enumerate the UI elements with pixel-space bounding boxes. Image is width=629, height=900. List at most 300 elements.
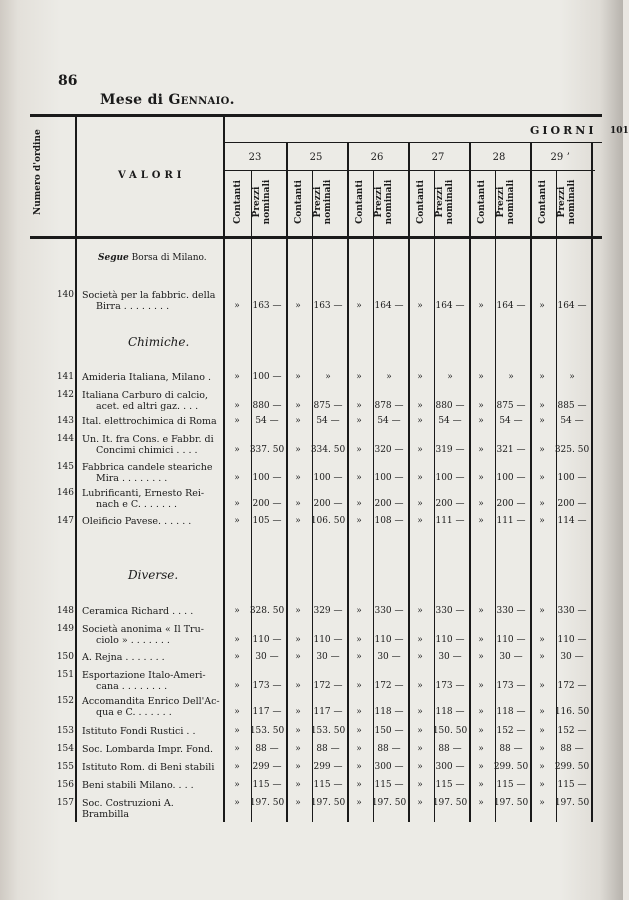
cash-mark: » xyxy=(478,707,484,717)
row-name xyxy=(82,780,222,791)
cash-mark: » xyxy=(478,499,484,509)
nominal-price: 115 — xyxy=(313,780,343,790)
cash-mark: » xyxy=(478,473,484,483)
cash-mark: » xyxy=(417,499,423,509)
nominal-price: » xyxy=(569,372,575,382)
cash-subheader: Contanti xyxy=(294,180,304,224)
cash-mark: » xyxy=(417,762,423,772)
row-name xyxy=(82,726,222,737)
cash-divider xyxy=(434,170,435,822)
days-label: GIORNI xyxy=(530,124,597,137)
nominal-price: » xyxy=(386,372,392,382)
nominal-price: 54 — xyxy=(316,416,340,426)
row-name-line: Oleificio Pavese. . . . . . xyxy=(82,516,192,527)
row-number: 155 xyxy=(56,762,74,772)
cash-mark: » xyxy=(478,606,484,616)
cash-mark: » xyxy=(356,652,362,662)
cash-mark: » xyxy=(356,635,362,645)
row-number: 144 xyxy=(56,434,74,444)
section-diverse: Diverse. xyxy=(128,568,179,582)
row-name xyxy=(82,488,222,510)
day-header: 23 xyxy=(248,152,262,163)
cash-mark: » xyxy=(295,780,301,790)
cash-mark: » xyxy=(234,516,240,526)
cash-mark: » xyxy=(539,499,545,509)
row-name-line: Ital. elettrochimica di Roma xyxy=(82,416,217,427)
nominal-price: 164 — xyxy=(374,301,404,311)
row-number: 154 xyxy=(56,744,74,754)
nominal-price: 118 — xyxy=(435,707,465,717)
cash-subheader: Contanti xyxy=(416,180,426,224)
cash-mark: » xyxy=(234,780,240,790)
cash-mark: » xyxy=(356,416,362,426)
cash-mark: » xyxy=(295,762,301,772)
nominal-price: 329 — xyxy=(313,606,343,616)
nominal-price: 108 — xyxy=(374,516,404,526)
row-name xyxy=(82,416,222,427)
cash-mark: » xyxy=(417,726,423,736)
nominal-subheader: Prezzi nominali xyxy=(435,179,455,225)
cash-mark: » xyxy=(417,516,423,526)
row-name-line: Beni stabili Milano. . . . xyxy=(82,780,194,791)
nominal-price: 88 — xyxy=(560,744,584,754)
day-header: 29 ʼ xyxy=(550,152,570,163)
cash-mark: » xyxy=(417,445,423,455)
cash-divider xyxy=(373,170,374,822)
cash-mark: » xyxy=(356,516,362,526)
cash-mark: » xyxy=(478,372,484,382)
row-name-line: acet. ed altri gaz. . . . xyxy=(96,401,199,412)
cash-mark: » xyxy=(356,606,362,616)
cash-mark: » xyxy=(234,401,240,411)
nominal-price: 875 — xyxy=(496,401,526,411)
nominal-price: 88 — xyxy=(316,744,340,754)
cash-mark: » xyxy=(295,798,301,808)
row-number: 145 xyxy=(56,462,74,472)
cash-mark: » xyxy=(234,372,240,382)
nominal-price: 115 — xyxy=(496,780,526,790)
cash-mark: » xyxy=(478,301,484,311)
cash-mark: » xyxy=(478,401,484,411)
cash-mark: » xyxy=(295,499,301,509)
row-number: 152 xyxy=(56,696,74,706)
nominal-price: 200 — xyxy=(557,499,587,509)
cash-mark: » xyxy=(539,516,545,526)
row-number: 149 xyxy=(56,624,74,634)
row-name-line: qua e C. . . . . . . xyxy=(96,707,172,718)
row-name-line: Lubrificanti, Ernesto Rei- xyxy=(82,488,205,499)
nominal-price: 197. 50 xyxy=(249,798,285,808)
cash-mark: » xyxy=(478,762,484,772)
cash-mark: » xyxy=(417,473,423,483)
row-number: 146 xyxy=(56,488,74,498)
nominal-price: 299 — xyxy=(252,762,282,772)
cash-mark: » xyxy=(295,401,301,411)
cash-mark: » xyxy=(295,516,301,526)
cash-mark: » xyxy=(417,416,423,426)
cash-mark: » xyxy=(478,726,484,736)
cash-mark: » xyxy=(356,445,362,455)
cash-mark: » xyxy=(539,445,545,455)
day-header: 27 xyxy=(431,152,445,163)
cash-mark: » xyxy=(295,744,301,754)
row-name-line: Un. It. fra Cons. e Fabbr. di xyxy=(82,434,214,445)
nominal-price: 110 — xyxy=(435,635,465,645)
row-name-line: A. Rejna . . . . . . . xyxy=(82,652,165,663)
nominal-price: 100 — xyxy=(496,473,526,483)
row-name-line: Ceramica Richard . . . . xyxy=(82,606,194,617)
row-number: 150 xyxy=(56,652,74,662)
nominal-price: 325. 50 xyxy=(554,445,590,455)
row-name xyxy=(82,290,222,312)
row-name-line: Istituto Fondi Rustici . . xyxy=(82,726,196,737)
row-name-line: Esportazione Italo-Ameri- xyxy=(82,670,206,681)
nominal-price: 153. 50 xyxy=(249,726,285,736)
nominal-price: 173 — xyxy=(496,681,526,691)
cash-mark: » xyxy=(539,606,545,616)
nominal-price: 880 — xyxy=(435,401,465,411)
cash-mark: » xyxy=(295,652,301,662)
top-rule xyxy=(30,114,602,117)
nominal-price: 115 — xyxy=(557,780,587,790)
nominal-price: 54 — xyxy=(438,416,462,426)
nominal-price: 30 — xyxy=(255,652,279,662)
cash-mark: » xyxy=(417,401,423,411)
row-name-line: Mira . . . . . . . . xyxy=(96,473,168,484)
nominal-price: 330 — xyxy=(557,606,587,616)
nominal-price: 114 — xyxy=(557,516,587,526)
day-header: 26 xyxy=(370,152,384,163)
cash-mark: » xyxy=(478,780,484,790)
row-number: 156 xyxy=(56,780,74,790)
cash-mark: » xyxy=(295,473,301,483)
nominal-price: 88 — xyxy=(377,744,401,754)
cash-subheader: Contanti xyxy=(477,180,487,224)
nominal-price: 111 — xyxy=(496,516,526,526)
nominal-price: 88 — xyxy=(255,744,279,754)
nominal-price: 163 — xyxy=(313,301,343,311)
nominal-subheader: Prezzi nominali xyxy=(557,179,577,225)
nominal-price: 117 — xyxy=(313,707,343,717)
row-name xyxy=(82,434,222,456)
cash-divider xyxy=(556,170,557,822)
nominal-price: 173 — xyxy=(252,681,282,691)
row-name xyxy=(82,670,222,692)
nominal-price: 30 — xyxy=(316,652,340,662)
nominal-price: » xyxy=(508,372,514,382)
row-name xyxy=(82,696,222,718)
nominal-price: 30 — xyxy=(560,652,584,662)
nominal-price: 878 — xyxy=(374,401,404,411)
nominal-price: 152 — xyxy=(557,726,587,736)
nominal-price: 111 — xyxy=(435,516,465,526)
day-header: 28 xyxy=(492,152,506,163)
nominal-price: 150 — xyxy=(374,726,404,736)
nominal-price: 110 — xyxy=(496,635,526,645)
cash-divider xyxy=(251,170,252,822)
nominal-price: 100 — xyxy=(313,473,343,483)
nominal-price: 880 — xyxy=(252,401,282,411)
nominal-price: 172 — xyxy=(313,681,343,691)
title-prefix: Mese di xyxy=(100,92,164,108)
nominal-price: 299. 50 xyxy=(493,762,529,772)
cash-mark: » xyxy=(478,744,484,754)
cash-mark: » xyxy=(234,652,240,662)
cash-mark: » xyxy=(417,798,423,808)
row-number: 148 xyxy=(56,606,74,616)
row-name-line: Accomandita Enrico Dell'Ac- xyxy=(82,696,220,707)
row-name-line: Società anonima « Il Tru- xyxy=(82,624,204,635)
nominal-price: 200 — xyxy=(435,499,465,509)
row-number: 143 xyxy=(56,416,74,426)
nominal-price: 110 — xyxy=(313,635,343,645)
nominal-price: 88 — xyxy=(499,744,523,754)
cash-mark: » xyxy=(295,416,301,426)
nominal-price: 875 — xyxy=(313,401,343,411)
cash-mark: » xyxy=(234,726,240,736)
cash-mark: » xyxy=(356,499,362,509)
cash-mark: » xyxy=(539,372,545,382)
cash-mark: » xyxy=(478,798,484,808)
nominal-price: 172 — xyxy=(557,681,587,691)
cash-subheader: Contanti xyxy=(538,180,548,224)
days-rule xyxy=(225,142,602,143)
cash-divider xyxy=(312,170,313,822)
cash-mark: » xyxy=(417,780,423,790)
row-name-line: Concimi chimici . . . . xyxy=(96,445,198,456)
nominal-price: 110 — xyxy=(374,635,404,645)
cash-mark: » xyxy=(295,445,301,455)
cash-mark: » xyxy=(356,762,362,772)
nominal-price: 321 — xyxy=(496,445,526,455)
cash-mark: » xyxy=(295,301,301,311)
nominal-price: 330 — xyxy=(496,606,526,616)
nominal-price: 164 — xyxy=(435,301,465,311)
cash-mark: » xyxy=(295,635,301,645)
cash-divider xyxy=(495,170,496,822)
cash-subheader: Contanti xyxy=(355,180,365,224)
nominal-subheader: Prezzi nominali xyxy=(313,179,333,225)
nominal-price: 164 — xyxy=(557,301,587,311)
nominal-price: 173 — xyxy=(435,681,465,691)
row-name xyxy=(82,462,222,484)
cash-subheader: Contanti xyxy=(233,180,243,224)
nominal-subheader: Prezzi nominali xyxy=(496,179,516,225)
nominal-price: 110 — xyxy=(557,635,587,645)
nominal-price: 163 — xyxy=(252,301,282,311)
cash-mark: » xyxy=(539,473,545,483)
cash-mark: » xyxy=(478,445,484,455)
cash-mark: » xyxy=(356,798,362,808)
cash-mark: » xyxy=(234,473,240,483)
nominal-price: 334. 50 xyxy=(310,445,346,455)
cash-mark: » xyxy=(417,301,423,311)
nominal-price: 200 — xyxy=(496,499,526,509)
nominal-price: 150. 50 xyxy=(432,726,468,736)
nominal-price: » xyxy=(325,372,331,382)
cash-mark: » xyxy=(539,301,545,311)
nominal-price: 105 — xyxy=(252,516,282,526)
row-name-line: Soc. Lombarda Impr. Fond. xyxy=(82,744,214,755)
cash-mark: » xyxy=(234,499,240,509)
row-number: 157 xyxy=(56,798,74,808)
cash-mark: » xyxy=(356,744,362,754)
row-name xyxy=(82,390,222,412)
cash-mark: » xyxy=(356,372,362,382)
nominal-price: 200 — xyxy=(252,499,282,509)
nominal-price: 110 — xyxy=(252,635,282,645)
cash-mark: » xyxy=(234,681,240,691)
nominal-price: 118 — xyxy=(374,707,404,717)
nominal-price: 100 — xyxy=(252,372,282,382)
nominal-price: 115 — xyxy=(252,780,282,790)
cash-mark: » xyxy=(539,744,545,754)
nominal-price: 299. 50 xyxy=(554,762,590,772)
nominal-price: 115 — xyxy=(435,780,465,790)
nominal-price: 88 — xyxy=(438,744,462,754)
nominal-price: 330 — xyxy=(374,606,404,616)
cash-mark: » xyxy=(356,473,362,483)
cash-mark: » xyxy=(417,606,423,616)
row-name xyxy=(82,624,222,646)
nominal-price: » xyxy=(447,372,453,382)
nominal-price: 153. 50 xyxy=(310,726,346,736)
cash-mark: » xyxy=(539,652,545,662)
cash-mark: » xyxy=(478,416,484,426)
cash-mark: » xyxy=(539,635,545,645)
row-name-line: nach e C. . . . . . . xyxy=(96,499,178,510)
cash-mark: » xyxy=(539,416,545,426)
nominal-price: 197. 50 xyxy=(493,798,529,808)
row-name-line: Soc. Costruzioni A. Brambilla xyxy=(82,798,174,820)
cash-mark: » xyxy=(478,681,484,691)
nominal-price: 197. 50 xyxy=(432,798,468,808)
cash-mark: » xyxy=(539,707,545,717)
cash-mark: » xyxy=(539,726,545,736)
cash-mark: » xyxy=(295,372,301,382)
order-label: Numero d'ordine xyxy=(33,129,43,215)
nominal-price: 54 — xyxy=(560,416,584,426)
nominal-price: 100 — xyxy=(435,473,465,483)
row-name-line: Italiana Carburo di calcio, xyxy=(82,390,208,401)
row-name xyxy=(82,516,222,527)
nominal-price: 197. 50 xyxy=(554,798,590,808)
cash-mark: » xyxy=(417,372,423,382)
nominal-price: 319 — xyxy=(435,445,465,455)
row-number: 140 xyxy=(56,290,74,300)
nominal-price: 300 — xyxy=(374,762,404,772)
cash-mark: » xyxy=(295,681,301,691)
cash-mark: » xyxy=(356,401,362,411)
row-name-line: ciolo » . . . . . . . xyxy=(96,635,170,646)
row-name xyxy=(82,762,222,773)
nominal-price: 54 — xyxy=(499,416,523,426)
row-number: 142 xyxy=(56,390,74,400)
cash-mark: » xyxy=(539,681,545,691)
nominal-price: 200 — xyxy=(374,499,404,509)
nominal-price: 320 — xyxy=(374,445,404,455)
row-number: 141 xyxy=(56,372,74,382)
row-name-line: Fabbrica candele steariche xyxy=(82,462,213,473)
nominal-price: 100 — xyxy=(557,473,587,483)
segue-prefix: Segue xyxy=(98,253,129,263)
nominal-price: 100 — xyxy=(252,473,282,483)
nominal-price: 200 — xyxy=(313,499,343,509)
cash-mark: » xyxy=(234,798,240,808)
nominal-price: 164 — xyxy=(496,301,526,311)
cash-mark: » xyxy=(234,301,240,311)
nominal-price: 30 — xyxy=(499,652,523,662)
nominal-price: 328. 50 xyxy=(249,606,285,616)
nominal-price: 172 — xyxy=(374,681,404,691)
day-header: 25 xyxy=(309,152,323,163)
nominal-subheader: Prezzi nominali xyxy=(374,179,394,225)
nominal-price: 116. 50 xyxy=(554,707,590,717)
row-name-line: Birra . . . . . . . . xyxy=(96,301,170,312)
row-name-line: Istituto Rom. di Beni stabili xyxy=(82,762,215,773)
cash-mark: » xyxy=(356,301,362,311)
nominal-price: 30 — xyxy=(377,652,401,662)
nominal-price: 197. 50 xyxy=(371,798,407,808)
cash-mark: » xyxy=(295,726,301,736)
row-number: 147 xyxy=(56,516,74,526)
nominal-price: 117 — xyxy=(252,707,282,717)
cash-mark: » xyxy=(234,635,240,645)
row-name-line: cana . . . . . . . . xyxy=(96,681,168,692)
cash-mark: » xyxy=(356,707,362,717)
nominal-price: 337. 50 xyxy=(249,445,285,455)
nominal-price: 152 — xyxy=(496,726,526,736)
cash-mark: » xyxy=(234,744,240,754)
cash-mark: » xyxy=(234,416,240,426)
cash-mark: » xyxy=(539,798,545,808)
nominal-price: 197. 50 xyxy=(310,798,346,808)
cash-mark: » xyxy=(478,516,484,526)
nominal-price: 54 — xyxy=(255,416,279,426)
nominal-price: 885 — xyxy=(557,401,587,411)
cash-mark: » xyxy=(234,606,240,616)
cash-mark: » xyxy=(234,762,240,772)
cash-mark: » xyxy=(478,635,484,645)
title-month: Gennaio. xyxy=(168,92,235,108)
cash-mark: » xyxy=(295,606,301,616)
cash-mark: » xyxy=(478,652,484,662)
cash-mark: » xyxy=(417,707,423,717)
cash-mark: » xyxy=(539,401,545,411)
page-number: 86 xyxy=(58,73,78,89)
nominal-price: 300 — xyxy=(435,762,465,772)
cash-mark: » xyxy=(539,780,545,790)
row-name xyxy=(82,798,222,820)
row-name-line: Società per la fabbric. della xyxy=(82,290,216,301)
nominal-price: 106. 50 xyxy=(310,516,346,526)
nominal-price: 299 — xyxy=(313,762,343,772)
nominal-price: 330 — xyxy=(435,606,465,616)
cash-mark: » xyxy=(539,762,545,772)
cash-mark: » xyxy=(234,445,240,455)
cash-mark: » xyxy=(417,652,423,662)
row-number: 153 xyxy=(56,726,74,736)
nominal-price: 115 — xyxy=(374,780,404,790)
nominal-price: 118 — xyxy=(496,707,526,717)
cash-mark: » xyxy=(234,707,240,717)
row-name xyxy=(82,652,222,663)
segue-text: Borsa di Milano. xyxy=(131,253,207,263)
nominal-price: 54 — xyxy=(377,416,401,426)
edge-label: 101 xyxy=(610,126,629,136)
section-chimiche: Chimiche. xyxy=(128,335,190,349)
cash-mark: » xyxy=(417,681,423,691)
